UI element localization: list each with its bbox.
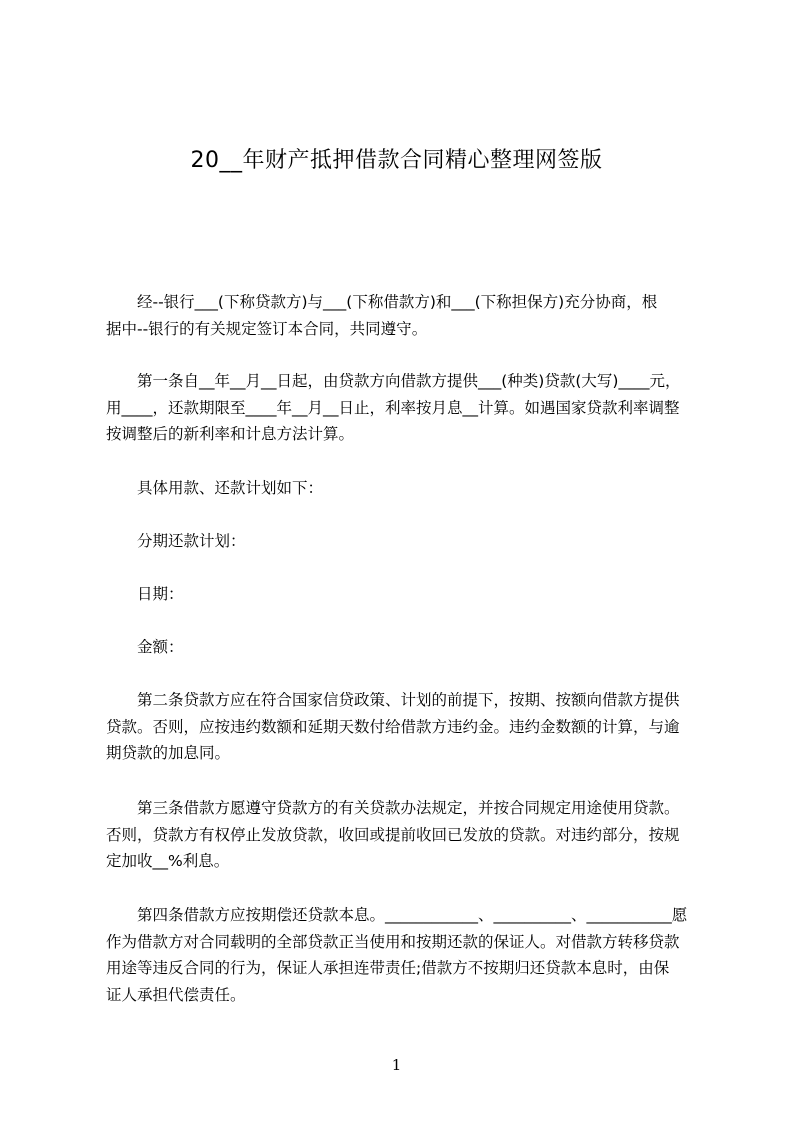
text-line: 按调整后的新利率和计息方法计算。	[106, 425, 355, 443]
text-line: 第二条贷款方应在符合国家信贷政策、计划的前提下，按期、按额向借款方提供	[137, 691, 680, 709]
text-line: 日期：	[137, 585, 184, 603]
text-line: 第三条借款方愿遵守贷款方的有关贷款办法规定，并按合同规定用途使用贷款。	[137, 799, 680, 817]
page-number: 1	[391, 1056, 402, 1074]
text-line: 贷款。否则，应按违约数额和延期天数付给借款方违约金。违约金数额的计算，与逾	[106, 717, 680, 736]
paragraph-plan-intro	[106, 475, 704, 502]
text-line: 经--银行___(下称贷款方)与___(下称借款方)和___(下称担保方)充分协商，根	[137, 293, 658, 311]
text-line: 据中--银行的有关规定签订本合同，共同遵守。	[106, 319, 428, 338]
document-title: 20__年财产抵押借款合同精心整理网签版	[190, 148, 603, 173]
text-line: 证人承担代偿责任。	[106, 985, 246, 1004]
text-line: 第一条自__年__月__日起，由贷款方向借款方提供___(种类)贷款(大写)____元，	[137, 372, 681, 390]
paragraph-article-2	[106, 687, 704, 767]
text-line: 第四条借款方应按期偿还贷款本息。____________、__________、___________愿	[137, 906, 688, 924]
paragraph-date	[106, 581, 704, 608]
paragraph-intro	[106, 289, 704, 342]
text-line: 定加收__%利息。	[106, 852, 230, 870]
text-line: 期贷款的加息同。	[106, 744, 231, 762]
text-line: 作为借款方对合同载明的全部贷款正当使用和按期还款的保证人。对借款方转移贷款	[106, 932, 680, 951]
text-line: 用____，还款期限至____年__月__日止，利率按月息__计算。如遇国家贷款利率调整	[106, 398, 680, 417]
paragraph-article-1	[106, 368, 704, 448]
text-line: 具体用款、还款计划如下：	[137, 479, 324, 497]
paragraph-article-3	[106, 795, 704, 875]
text-line: 金额：	[137, 638, 184, 656]
text-line: 分期还款计划：	[137, 532, 246, 550]
paragraph-amount	[106, 634, 704, 661]
paragraph-article-4	[106, 902, 704, 1008]
paragraph-installment-plan	[106, 528, 704, 555]
text-line: 用途等违反合同的行为，保证人承担连带责任;借款方不按期归还贷款本息时，由保	[106, 959, 670, 977]
text-line: 否则，贷款方有权停止发放贷款，收回或提前收回已发放的贷款。对违约部分，按规	[106, 825, 680, 844]
